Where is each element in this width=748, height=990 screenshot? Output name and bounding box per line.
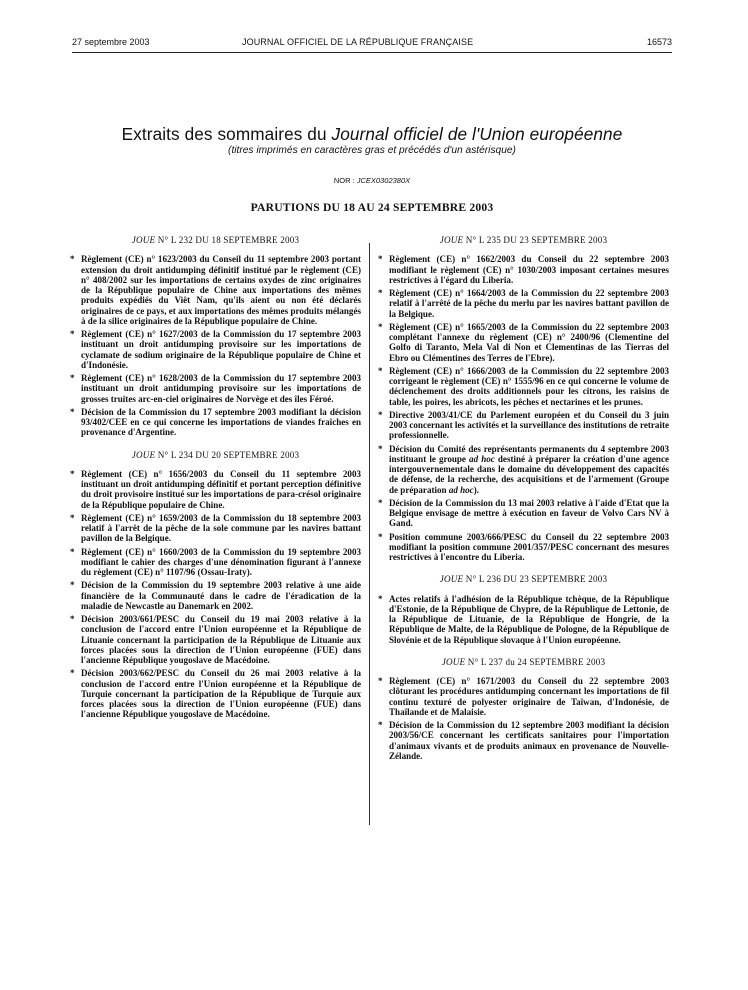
section-issue: N° L 235 DU 23 SEPTEMBRE 2003 (463, 235, 608, 245)
asterisk-mark: * (70, 512, 75, 523)
asterisk-mark: * (70, 406, 75, 417)
header-journal-name: JOURNAL OFFICIEL DE LA RÉPUBLIQUE FRANÇAISE (242, 37, 474, 47)
page-title (72, 124, 672, 145)
header-page-number: 16573 (646, 37, 672, 47)
summary-text: Décision de la Commission du 17 septembre 2003 modifiant la décision 93/402/CEE en ce qui concerne les importations de viandes fraîches en provenance d'Argentine. (81, 406, 361, 438)
summary-text: Décision du Comité des représentants permanents du 4 septembre 2003 instituant le groupe (389, 443, 669, 464)
summary-text: Règlement (CE) n° 1660/2003 de la Commission du 19 septembre 2003 modifiant le cahier des charges d'une dénomination figurant à l'annexe du règlement (CE) n° 1107/96 (Ossau-Iraty). (81, 546, 361, 577)
summary-item (70, 407, 361, 438)
asterisk-mark: * (70, 468, 75, 479)
asterisk-mark: * (70, 546, 75, 557)
section-issue: N° L 236 DU 23 SEPTEMBRE 2003 (463, 574, 608, 585)
summary-text: Règlement (CE) n° 1666/2003 de la Commission du 22 septembre 2003 corrigeant le règlement (CE) n° 1555/96 en ce qui concerne le volume de déclenchement des droits additionnels pour les citrons, les raisins de table, les poires, les abricots, les pêches et nectarines et les prunes. (389, 365, 669, 407)
summary-item (70, 513, 361, 544)
asterisk-mark: * (378, 254, 383, 265)
asterisk-mark: * (378, 497, 383, 508)
section-issue: N° L 234 DU 20 SEPTEMBRE 2003 (155, 449, 300, 460)
summary-item (378, 288, 669, 319)
asterisk-mark: * (378, 593, 383, 604)
summary-text: Décision 2003/661/PESC du Conseil du 19 mai 2003 relative à la conclusion de l'accord entre l'Union européenne et la République de Lituanie concernant la participation de la République de Lituanie aux forces placées sous la direction de l'Union européenne (FUE) dans l'ancienne République yougoslave de Macédoine. (81, 614, 361, 665)
summary-item-adhoc (378, 444, 669, 495)
section-gap (378, 565, 669, 574)
summary-text: ). (473, 484, 479, 495)
section-issue: N° L 232 DU 18 SEPTEMBRE 2003 (155, 235, 300, 245)
summary-text: Règlement (CE) n° 1664/2003 de la Commission du 22 septembre 2003 relatif à l'arrêté de la pêche du merlu par les navires battant pavillon de la Belgique. (389, 288, 669, 319)
summary-text: Règlement (CE) n° 1659/2003 de la Commission du 18 septembre 2003 relatif à l'arrêt de la pêche de la sole commune par les navires battant pavillon de la Belgique. (81, 512, 361, 544)
asterisk-mark: * (378, 531, 383, 542)
column-divider (369, 243, 370, 825)
nor-reference (72, 176, 672, 185)
joue-label: JOUE (131, 235, 156, 245)
summary-item (378, 322, 669, 363)
summary-item (70, 469, 361, 510)
summary-text: Décision 2003/662/PESC du Conseil du 26 mai 2003 relative à la conclusion de l'accord entre l'Union européenne et la République de Turquie concernant la participation de la République de Turquie aux forces placées sous la direction de l'Union européenne (FUE) dans l'ancienne République yougoslave de Macédoine. (81, 668, 361, 720)
page-subtitle: (titres imprimés en caractères gras et précédés d'un astérisque) (228, 145, 516, 156)
asterisk-mark: * (378, 443, 383, 454)
summary-item (70, 668, 361, 719)
summary-text: destiné à préparer la création d'une agence intergouvernementale dans le domaine du développement des capacités de défense, de la recherche, des acquisitions et de l'armement (Groupe de préparation (389, 453, 669, 495)
summary-item (70, 580, 361, 611)
summary-text: Règlement (CE) n° 1665/2003 de la Commission du 22 septembre 2003 complétant l'annexe du règlement (CE) n° 2400/96 (Clementine del Golfo di Taranto, Mela Val di Non et Clementinas de las Tierras del Ebro ou Clémentines des Terres de l'Ebre). (389, 321, 669, 363)
summary-item (378, 720, 669, 761)
joue-label: JOUE (131, 449, 156, 460)
header-rule (72, 52, 672, 53)
asterisk-mark: * (378, 321, 383, 332)
section-heading-l235 (378, 235, 669, 245)
summary-text: Règlement (CE) n° 1627/2003 de la Commission du 17 septembre 2003 instituant un droit antidumping provisoire sur les importations de cyclamate de sodium originaire de la République populaire de Chine et d'Indonésie. (81, 329, 361, 370)
summary-item (70, 614, 361, 665)
summary-item (378, 532, 669, 563)
left-column (70, 235, 361, 723)
section-gap (70, 441, 361, 450)
joue-label: JOUE (441, 656, 466, 667)
title-journal: Journal officiel de l'Union européenne (331, 124, 623, 144)
ad-hoc-italic: ad hoc (469, 453, 495, 464)
summary-text: Règlement (CE) n° 1671/2003 du Conseil du 22 septembre 2003 clôturant les procédures antidumping concernant les importations de fil continu texturé de polyester originaire de Taïwan, d'Indonésie, de Thaïlande et de Malaisie. (389, 676, 669, 717)
right-column (378, 235, 669, 764)
section-heading-l237 (378, 657, 669, 667)
summary-item (70, 329, 361, 370)
asterisk-mark: * (378, 409, 383, 420)
summary-item (70, 547, 361, 578)
joue-label: JOUE (439, 235, 464, 245)
asterisk-mark: * (70, 580, 75, 591)
section-heading-l234 (70, 450, 361, 460)
section-gap (378, 648, 669, 657)
summary-text: Règlement (CE) n° 1662/2003 du Conseil du 22 septembre 2003 modifiant le règlement (CE) n° 1030/2003 imposant certaines mesures restrictives à l'égard du Liberia. (389, 254, 669, 285)
header-date: 27 septembre 2003 (72, 37, 150, 47)
summary-item (70, 373, 361, 404)
summary-text: Position commune 2003/666/PESC du Conseil du 22 septembre 2003 modifiant la position commune 2001/357/PESC concernant des mesures restrictives à l'encontre du Liberia. (389, 531, 669, 562)
asterisk-mark: * (70, 373, 75, 383)
summary-item (378, 594, 669, 645)
summary-text: Directive 2003/41/CE du Parlement européen et du Conseil du 3 juin 2003 concernant les activités et la surveillance des institutions de retraite professionnelle. (389, 409, 669, 441)
asterisk-mark: * (70, 614, 75, 624)
summary-text: Décision de la Commission du 13 mai 2003 relative à l'aide d'Etat que la Belgique envisage de mettre à exécution en faveur de Volvo Cars NV à Gand. (389, 497, 669, 529)
asterisk-mark: * (70, 668, 75, 679)
summary-item (378, 498, 669, 529)
asterisk-mark: * (70, 254, 75, 265)
summary-text: Règlement (CE) n° 1656/2003 du Conseil du 11 septembre 2003 instituant un droit antidumping définitif et portant perception définitive du droit provisoire institué sur les importations de para-crésol originaire de la République populaire de Chine. (81, 468, 361, 510)
section-issue: N° L 237 du 24 SEPTEMBRE 2003 (465, 656, 606, 667)
ad-hoc-italic: ad hoc (448, 484, 474, 495)
joue-label: JOUE (439, 574, 464, 585)
summary-text: Règlement (CE) n° 1623/2003 du Conseil du 11 septembre 2003 portant extension du droit antidumping définitif institué par le règlement (CE) n° 408/2002 sur les importations de certains oxydes de zinc originaires de la République populaire de Chine aux importations des mêmes produits expédiés du Viêt Nam, qu'ils aient ou non été déclarés originaires de ce pays, et aux importations des mêmes produits mélangés à de la silice originaires de la République populaire de Chine. (81, 254, 361, 326)
running-header (72, 37, 672, 51)
asterisk-mark: * (378, 720, 383, 730)
asterisk-mark: * (378, 365, 383, 376)
summary-item (70, 254, 361, 326)
parutions-heading: PARUTIONS DU 18 AU 24 SEPTEMBRE 2003 (250, 201, 494, 214)
asterisk-mark: * (378, 288, 383, 298)
nor-label: NOR : (333, 176, 357, 185)
asterisk-mark: * (70, 329, 75, 339)
asterisk-mark: * (378, 676, 383, 686)
summary-text: Règlement (CE) n° 1628/2003 de la Commission du 17 septembre 2003 instituant un droit antidumping provisoire sur les importations de grosses truites arc-en-ciel originaires de Norvège et des îles Féroé. (81, 373, 361, 404)
nor-code: JCEX0302380X (356, 176, 411, 185)
section-heading-l232 (70, 235, 361, 245)
summary-item (378, 366, 669, 407)
summary-item (378, 410, 669, 441)
section-heading-l236 (378, 574, 669, 584)
title-prefix: Extraits des sommaires du (121, 124, 332, 144)
summary-text: Décision de la Commission du 12 septembre 2003 modifiant la décision 2003/56/CE concernant les certificats sanitaires pour l'importation d'animaux vivants et de produits animaux en provenance de Nouvelle-Zélande. (389, 720, 669, 761)
summary-text: Actes relatifs à l'adhésion de la République tchèque, de la République d'Estonie, de la République de Chypre, de la République de Lettonie, de la République de Lituanie, de la République de Hongrie, de la République de Malte, de la République de Pologne, de la République de Slovénie et de la République slovaque à l'Union européenne. (389, 593, 669, 645)
summary-text: Décision de la Commission du 19 septembre 2003 relative à une aide financière de la Communauté dans le cadre de l'éradication de la maladie de Newcastle au Danemark en 2002. (81, 580, 361, 611)
summary-item (378, 254, 669, 285)
summary-item (378, 676, 669, 717)
